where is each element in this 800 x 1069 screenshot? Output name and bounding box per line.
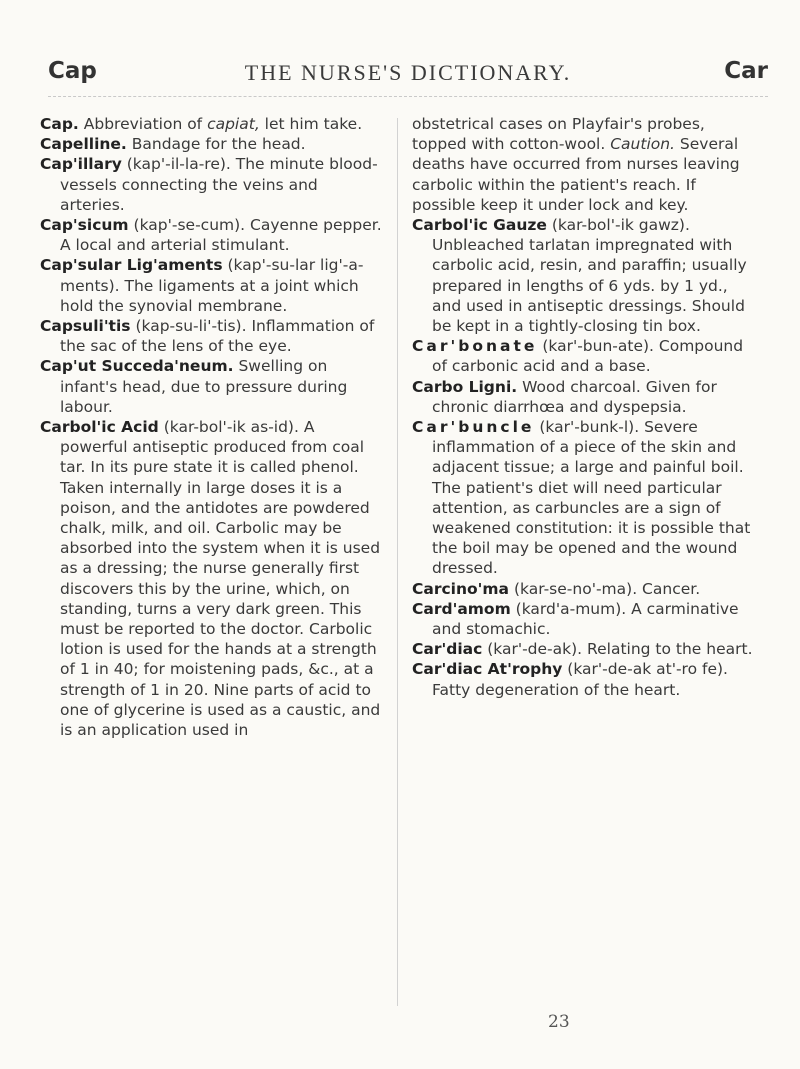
- entry-cardiac-atrophy: [412, 659, 757, 699]
- definition-text: (kard'a-mum). A carminative and stomachic.: [432, 599, 739, 639]
- entry-cap: [40, 114, 385, 134]
- definition-text: Abbreviation of: [78, 115, 208, 133]
- entry-capelline: [40, 134, 385, 154]
- entry-carcinoma: [412, 579, 757, 599]
- headword: Capelline.: [40, 135, 127, 154]
- definition-text: (kap'-il-la-re). The minute blood-vessels connecting the veins and arteries.: [60, 155, 378, 214]
- entry-carbolic-acid: [40, 417, 385, 740]
- entry-cardiac: [412, 639, 757, 659]
- right-guide-word: Car: [724, 58, 768, 84]
- headword: Carbol'ic Gauze: [412, 216, 547, 235]
- entry-carbo-ligni: [412, 377, 757, 417]
- headword: Cap'ut Succeda'neum.: [40, 357, 234, 376]
- column-divider: [397, 118, 398, 1006]
- headword: Car'diac: [412, 640, 483, 659]
- entry-capsicum: [40, 215, 385, 255]
- definition-text: (kar'-de-ak at'-ro fe). Fatty degeneration of the heart.: [432, 660, 728, 699]
- headword: Cap'sular Lig'aments: [40, 256, 223, 275]
- definition-text: (kar'-bunk-l). Severe inflammation of a piece of the skin and adjacent tissue; a large and painful boil. The patient's diet will need particular attention, as carbuncles are a sign of weakened constitution: it is possible that the boil may be opened and the wound dressed.: [432, 418, 751, 578]
- headword: Car'buncle: [412, 418, 535, 437]
- left-column: [40, 114, 385, 740]
- headword: Cap'sicum: [40, 216, 129, 235]
- headword: Carbo Ligni.: [412, 377, 518, 396]
- definition-text: (kap'-su-lar lig'-a-ments). The ligaments at a joint which hold the synovial membrane.: [60, 256, 364, 315]
- headword: Car'diac At'rophy: [412, 660, 563, 679]
- page-number: 23: [548, 1012, 570, 1032]
- headword: Capsuli'tis: [40, 317, 131, 336]
- definition-text: (kap-su-li'-tis). Inflammation of the sac of the lens of the eye.: [60, 317, 375, 356]
- book-title: THE NURSE'S DICTIONARY.: [244, 60, 572, 85]
- entry-caput-succedaneum: [40, 356, 385, 417]
- entry-cardamom: [412, 599, 757, 639]
- entry-capsulitis: [40, 316, 385, 356]
- italic-text: capiat,: [207, 115, 260, 133]
- definition-text: (kar'-de-ak). Relating to the heart.: [482, 640, 753, 659]
- entry-carbonate: [412, 336, 757, 376]
- definition-text: (kar-bol'-ik gawz). Unbleached tarlatan impregnated with carbolic acid, resin, and paraffin; usually prepared in lengths of 6 yds. by 1 yd., and used in antiseptic dressings. Should be kept in a tightly-closing tin box.: [432, 216, 747, 336]
- italic-text: Caution.: [610, 135, 675, 154]
- headword: Cap'illary: [40, 155, 122, 174]
- right-column: [412, 114, 757, 700]
- definition-text: (kar-bol'-ik as-id). A powerful antiseptic produced from coal tar. In its pure state it is called phenol. Taken internally in large doses it is a poison, and the antidotes are powdered chalk, milk, and oil. Carbolic may be absorbed into the system when it is used as a dressing; the nurse generally first discovers this by the urine, which, on standing, turns a very dark green. This must be reported to the doctor. Carbolic lotion is used for the hands at a strength of 1 in 40; for moistening pads, &c., at a strength of 1 in 20. Nine parts of acid to one of glycerine is used as a caustic, and is an application used in: [60, 418, 381, 740]
- entry-carbolic-gauze: [412, 215, 757, 336]
- definition-text: Swelling on infant's head, due to pressure during labour.: [60, 357, 348, 416]
- headword: Carbol'ic Acid: [40, 418, 159, 437]
- definition-text: Several deaths have occurred from nurses leaving carbolic within the patient's reach. If possible keep it under lock and key.: [412, 135, 740, 214]
- definition-text: (kar-se-no'-ma). Cancer.: [509, 579, 701, 598]
- definition-text: Bandage for the head.: [126, 135, 306, 154]
- headword: Car'bonate: [412, 337, 538, 356]
- definition-text: Wood charcoal. Given for chronic diarrhœa and dyspepsia.: [432, 377, 717, 416]
- entry-carbuncle: [412, 417, 757, 579]
- headword: Carcino'ma: [412, 579, 510, 598]
- running-head: [48, 58, 768, 98]
- definition-text: let him take.: [259, 115, 363, 133]
- left-guide-word: Cap: [48, 58, 97, 84]
- headword: Cap.: [40, 115, 79, 133]
- entry-capillary: [40, 154, 385, 215]
- entry-capsular-ligaments: [40, 255, 385, 316]
- definition-text: (kar'-bun-ate). Compound of carbonic acid and a base.: [432, 337, 744, 376]
- entry-continuation: [412, 114, 757, 215]
- definition-text: (kap'-se-cum). Cayenne pepper. A local and arterial stimulant.: [60, 216, 382, 255]
- headword: Card'amom: [412, 599, 511, 618]
- header-rule: [48, 96, 768, 97]
- definition-text: obstetrical cases on Playfair's probes, topped with cotton-wool.: [412, 115, 705, 154]
